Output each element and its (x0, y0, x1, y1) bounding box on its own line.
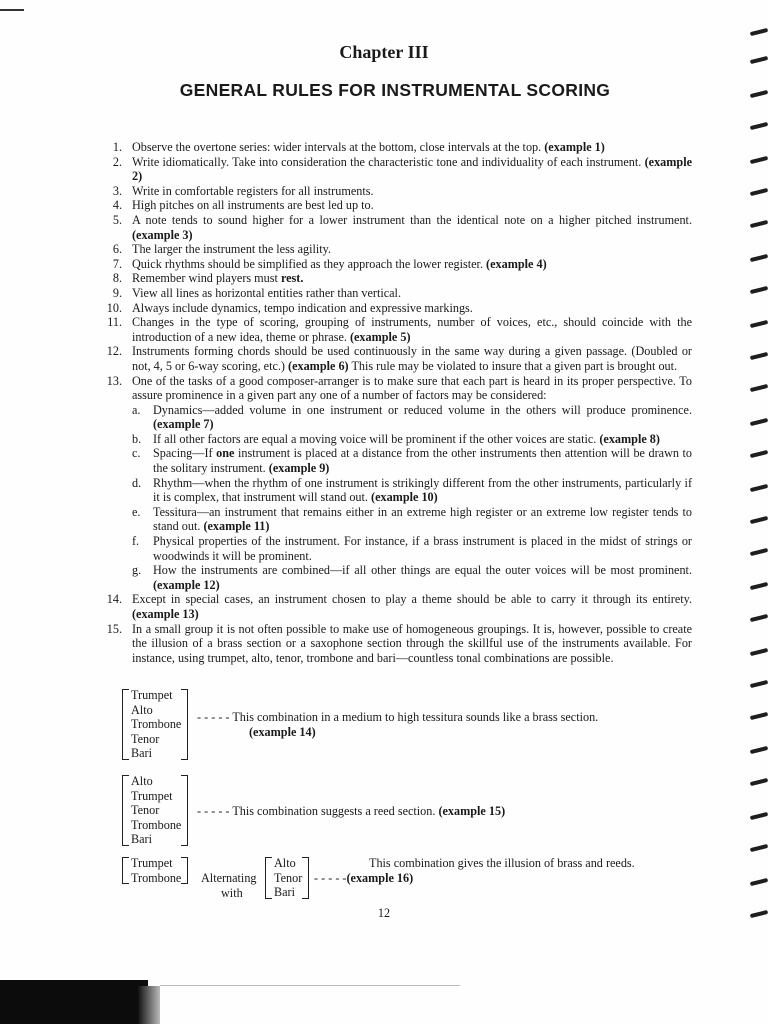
scan-line (160, 985, 460, 986)
factor-text: Dynamics—added volume in one instrument or reduced volume in the others will produce prominence. (example 7) (153, 402, 692, 432)
binding-mark (750, 320, 768, 328)
rule-number: 2. (112, 154, 122, 169)
rule-text: Changes in the type of scoring, grouping of instruments, number of voices, etc., should coincide with the introduction of a new idea, theme or phrase. (example 5) (132, 315, 692, 344)
rule-number: 12. (106, 344, 122, 359)
factor-item (132, 476, 692, 505)
rule-number: 5. (112, 212, 122, 227)
scan-mark (0, 9, 24, 11)
binding-mark (750, 418, 768, 426)
page-number: 12 (377, 906, 391, 920)
rule-text: Quick rhythms should be simplified as they approach the lower register. (example 4) (132, 256, 547, 271)
factor-letter: a. (132, 402, 141, 417)
instrument-name: Tenor (274, 870, 303, 885)
combination-brass-and-reeds (121, 856, 711, 906)
rule-item (92, 315, 692, 344)
binding-mark (750, 516, 768, 524)
binding-mark (750, 220, 768, 228)
factor-item (132, 446, 692, 475)
example-ref: (example 6) (288, 358, 349, 373)
instrument-name: Trumpet (131, 788, 173, 803)
binding-mark (750, 614, 768, 622)
binding-mark (750, 484, 768, 492)
rule-item (92, 140, 692, 155)
rule-item (92, 374, 692, 593)
rule-text: Except in special cases, an instrument chosen to play a theme should be able to carry it through its entirety. (example 13) (132, 592, 692, 621)
instrument-name: Bari (274, 885, 295, 900)
binding-mark (750, 680, 768, 688)
binding-mark (750, 28, 768, 36)
factor-letter: b. (132, 431, 142, 446)
rule-text: Always include dynamics, tempo indication and expressive markings. (132, 300, 473, 315)
factor-letter: e. (132, 504, 141, 519)
factor-item (132, 432, 692, 447)
dash-leader: - - - - - (197, 710, 230, 724)
rule-item (92, 257, 692, 272)
spiral-binding (740, 0, 768, 1024)
example-ref: (example 14) (249, 725, 316, 739)
instrument-name: Alto (131, 774, 153, 788)
instrument-name: Tenor (131, 731, 160, 746)
example-ref: (example 1) (544, 140, 605, 154)
rule-number: 6. (112, 242, 122, 257)
factor-text: Physical properties of the instrument. For instance, if a brass instrument is placed in the midst of strings or woodwinds it will be prominent. (153, 534, 692, 563)
binding-mark (750, 778, 768, 786)
instrument-name: Trombone (131, 717, 182, 732)
rule-text: View all lines as horizontal entities rather than vertical. (132, 285, 401, 300)
rule-text: Instruments forming chords should be used continuously in the same way during a given passage. (Doubled or not, 4, 5 or 6-way scoring, etc.) (example 6) This rule may be violated to insure that a given part is brought out. (132, 344, 692, 373)
binding-mark (750, 254, 768, 262)
rule-number: 9. (112, 285, 122, 300)
factor-letter: f. (132, 534, 140, 549)
factor-list (132, 403, 692, 593)
dash-leader: - - - - - (314, 871, 347, 885)
instrument-bracket (121, 688, 189, 761)
example-ref: (example 8) (599, 431, 660, 446)
binding-mark (750, 648, 768, 656)
rule-item (92, 286, 692, 301)
factor-letter: c. (132, 446, 141, 461)
binding-mark (750, 582, 768, 590)
rule-item (92, 271, 692, 286)
example-ref: (example 13) (132, 607, 199, 621)
scan-shadow (0, 980, 148, 1024)
binding-mark (750, 812, 768, 820)
combination-brass (121, 688, 711, 766)
dash-leader: - - - - - (197, 804, 230, 818)
example-ref: (example 5) (349, 329, 411, 344)
instrument-name: Bari (131, 746, 152, 761)
example-ref: (example 2) (132, 154, 692, 184)
rule-number: 11. (107, 315, 122, 330)
example-ref: (example 9) (268, 461, 330, 476)
binding-mark (750, 548, 768, 556)
binding-mark (750, 56, 768, 64)
factor-item (132, 534, 692, 563)
instrument-bracket (121, 856, 189, 885)
binding-mark (750, 156, 768, 164)
rule-number: 8. (112, 271, 122, 286)
binding-mark (750, 450, 768, 458)
factor-item (132, 505, 692, 534)
binding-mark (750, 910, 768, 918)
rule-item (92, 184, 692, 199)
factor-text: Tessitura—an instrument that remains either in an extreme high register or an extreme low register tends to stand out. (example 11) (153, 504, 692, 534)
factor-text: Rhythm—when the rhythm of one instrument is strikingly different from the other instruments, particularly if it is complex, that instrument will stand out. (example 10) (153, 475, 692, 505)
binding-mark (750, 844, 768, 852)
instrument-name: Bari (131, 832, 152, 847)
binding-mark (750, 384, 768, 392)
binding-mark (750, 746, 768, 754)
rules-list (92, 140, 692, 665)
page-title: GENERAL RULES FOR INSTRUMENTAL SCORING (179, 80, 611, 100)
instrument-name: Trombone (131, 817, 182, 832)
example-ref: (example 15) (438, 804, 506, 818)
rule-item (92, 213, 692, 242)
scan-edge (0, 980, 768, 1024)
rule-number: 13. (106, 373, 122, 388)
rule-text: The larger the instrument the less agility. (132, 242, 332, 257)
rule-number: 4. (112, 198, 122, 213)
with-label: with (221, 886, 243, 900)
rule-text: A note tends to sound higher for a lower instrument than the identical note on a higher pitched instrument. (example 3) (132, 212, 692, 242)
combination-description: This combination gives the illusion of brass and reeds. (369, 856, 635, 870)
rule-text: Remember wind players must rest. (132, 271, 304, 286)
factor-letter: g. (132, 563, 142, 578)
binding-mark (750, 352, 768, 360)
factor-item (132, 563, 692, 592)
example-ref: (example 12) (153, 577, 220, 592)
binding-mark (750, 90, 768, 98)
factor-letter: d. (132, 475, 142, 490)
rule-number: 7. (112, 256, 122, 271)
rule-item (92, 344, 692, 373)
instrument-combinations (121, 688, 711, 906)
chapter-label: Chapter III (339, 42, 429, 62)
example-ref: (example 11) (203, 519, 270, 534)
alternating-label: Alternating (201, 871, 257, 885)
rule-text: Write in comfortable registers for all instruments. (132, 183, 374, 198)
rule-item (92, 242, 692, 257)
factor-text: If all other factors are equal a moving voice will be prominent if the other voices are static. (example 8) (153, 431, 660, 446)
rule-number: 14. (106, 592, 122, 607)
instrument-name: Alto (274, 856, 296, 870)
example-ref: (example 4) (486, 256, 547, 271)
example-ref: (example 10) (371, 490, 438, 505)
rule-text: High pitches on all instruments are best led up to. (132, 198, 374, 213)
binding-mark (750, 712, 768, 720)
rule-text: In a small group it is not often possible to make use of homogeneous groupings. It is, however, possible to create the illusion of a brass section or a saxophone section through the skillful use of the instruments available. For instance, using trumpet, alto, tenor, trombone and bari—countless tonal combinations are possible. (132, 621, 692, 665)
binding-mark (750, 878, 768, 886)
instrument-bracket (121, 774, 189, 847)
rule-text: Write idiomatically. Take into consideration the characteristic tone and individuality of each instrument. (example 2) (132, 154, 692, 184)
instrument-name: Alto (131, 702, 153, 717)
example-ref: (example 16) (346, 871, 414, 885)
emphasis-word: rest. (280, 271, 304, 286)
instrument-name: Trombone (131, 870, 182, 885)
instrument-bracket (264, 856, 310, 900)
example-ref: (example 3) (132, 227, 193, 242)
rule-number: 15. (106, 621, 122, 636)
binding-mark (750, 122, 768, 130)
rule-item (92, 301, 692, 316)
rule-item (92, 198, 692, 213)
combination-reed (121, 774, 711, 852)
instrument-name: Trumpet (131, 688, 173, 702)
binding-mark (750, 188, 768, 196)
combination-description: - - - - - This combination suggests a reed section. (example 15) (197, 804, 506, 818)
rule-item (92, 155, 692, 184)
combination-description: - - - - - This combination in a medium to high tessitura sounds like a brass section. (197, 710, 599, 724)
combination-example (314, 871, 413, 886)
rule-number: 3. (112, 183, 122, 198)
rule-number: 1. (112, 140, 122, 154)
instrument-name: Tenor (131, 803, 160, 818)
rule-item (92, 592, 692, 621)
rule-number: 10. (106, 300, 122, 315)
example-ref: (example 7) (153, 417, 214, 432)
factor-item (132, 403, 692, 432)
factor-text: How the instruments are combined—if all other things are equal the outer voices will be most prominent. (example 12) (153, 563, 692, 592)
factor-text: Spacing—If one instrument is placed at a distance from the other instruments then attention will be drawn to the solitary instrument. (example 9) (153, 446, 693, 476)
binding-mark (750, 286, 768, 294)
instrument-name: Trumpet (131, 856, 173, 870)
rule-text: Observe the overtone series: wider intervals at the bottom, close intervals at the top. (example 1) (132, 140, 605, 154)
rule-item (92, 622, 692, 666)
rule-text: One of the tasks of a good composer-arranger is to make sure that each part is heard in its proper perspective. To assure prominence in a given part any one of a number of factors may be considered: (132, 373, 692, 403)
emphasis-word: one (216, 446, 235, 461)
